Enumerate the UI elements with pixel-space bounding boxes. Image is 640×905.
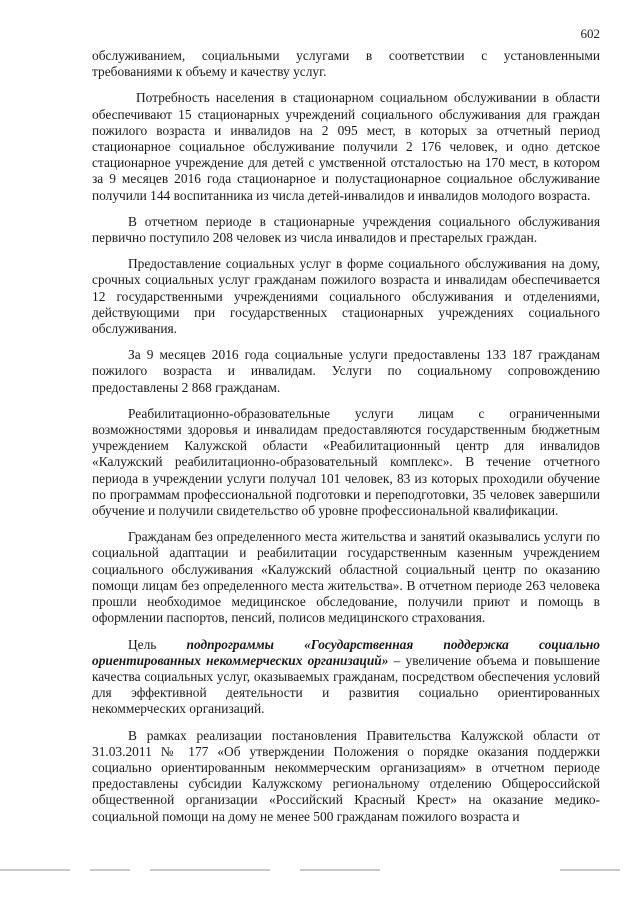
paragraph-5: За 9 месяцев 2016 года социальные услуги предоставлены 133 187 гражданам пожилого возраста и инвалидам. Услуги по социальному сопровождению предоставлены 2 868 гражданам.	[92, 347, 600, 395]
paragraph-3: В отчетном периоде в стационарные учреждения социального обслуживания первично поступило 208 человек из числа инвалидов и престарелых граждан.	[92, 213, 600, 246]
document-body	[92, 48, 600, 835]
paragraph-6: Реабилитационно-образовательные услуги лицам с ограниченными возможностями здоровья и инвалидам предоставляются государственным бюджетным учреждением Калужской области «Реабилитационный центр для инвалидов «Калужский реабилитационно-образовательный комплекс». В течение отчетного периода в учреждении услуги получал 101 человек, 83 из которых проходили обучение по программам профессиональной подготовки и переподготовки, 35 человек завершили обучение и получили свидетельство об уровне профессиональной квалификации.	[92, 405, 600, 519]
paragraph-8	[92, 637, 600, 718]
paragraph-2: Потребность населения в стационарном социальном обслуживании в области обеспечивают 15 стационарных учреждений социального обслуживания для граждан пожилого возраста и инвалидов на 2 095 мест, в которых за отчетный период стационарное социальное обслуживание получили 2 176 человек, и одно детское стационарное учреждение для детей с умственной отсталостью на 170 мест, в котором за 9 месяцев 2016 года стационарное и полустационарное социальное обслуживание получили 144 воспитанника из числа детей-инвалидов и инвалидов молодого возраста.	[92, 90, 600, 203]
paragraph-1: обслуживанием, социальными услугами в соответствии с установленными требованиями к объему и качеству услуг.	[92, 48, 600, 80]
paragraph-8-text: – увеличение объема и повышение качества социальных услуг, оказываемых гражданам, посредством обеспечения условий для эффективной деятельности и развития социально ориентированных некоммерческих организаций.	[92, 652, 600, 717]
paragraph-8-lead: Цель	[128, 636, 187, 652]
paragraph-9: В рамках реализации постановления Правительства Калужской области от 31.03.2011 № 177 «Об утверждении Положения о порядке оказания поддержки социально ориентированным некоммерческим организациям» в отчетном периоде предоставлены субсидии Калужскому региональному отделению Общероссийской общественной организации «Российский Красный Крест» на оказание медико-социальной помощи на дому не менее 500 гражданам пожилого возраста и	[92, 727, 600, 824]
scan-artifact-line	[0, 869, 640, 875]
paragraph-4: Предоставление социальных услуг в форме социального обслуживания на дому, срочных социальных услуг гражданам пожилого возраста и инвалидам обеспечивается 12 государственными учреждениями социального обслуживания и отделениями, действующими при государственных стационарных учреждениях социального обслуживания.	[92, 256, 600, 337]
subprogram-title: подпрограммы «Государственная поддержка социально ориентированных некоммерческих организаций»	[92, 636, 600, 668]
page-number: 602	[580, 26, 600, 41]
paragraph-7: Гражданам без определенного места жительства и занятий оказывались услуги по социальной адаптации и реабилитации государственным казенным учреждением социального обслуживания «Калужский областной социальный центр по оказанию помощи лицам без определенного места жительства». В отчетном периоде 263 человека прошли необходимое медицинское обследование, получили приют и помощь в оформлении паспортов, пенсий, полисов медицинского страхования.	[92, 529, 600, 626]
